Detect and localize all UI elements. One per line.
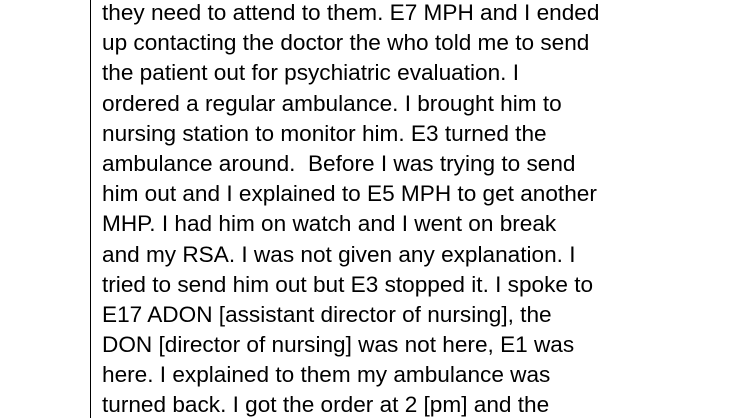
document-text (102, 0, 742, 418)
text-line: the patient out for psychiatric evaluation. I (102, 60, 519, 86)
text-line: they need to attend to them. E7 MPH and I ended (102, 0, 600, 25)
text-line: E17 ADON [assistant director of nursing], the (102, 301, 552, 327)
text-line: tried to send him out but E3 stopped it. I spoke to (102, 271, 594, 297)
text-line: turned back. I got the order at 2 [pm] and the (102, 392, 550, 418)
text-line: here. I explained to them my ambulance was (102, 362, 551, 388)
text-line: DON [director of nursing] was not here, E1 was (102, 332, 575, 358)
text-line: ambulance around. Before I was trying to send (102, 150, 576, 176)
text-line: MHP. I had him on watch and I went on break (102, 211, 557, 237)
text-line: him out and I explained to E5 MPH to get another (102, 181, 597, 207)
text-line: up contacting the doctor the who told me to send (102, 30, 590, 56)
text-line: and my RSA. I was not given any explanation. I (102, 241, 576, 267)
text-line: ordered a regular ambulance. I brought him to (102, 90, 562, 116)
text-line: nursing station to monitor him. E3 turned the (102, 120, 547, 146)
